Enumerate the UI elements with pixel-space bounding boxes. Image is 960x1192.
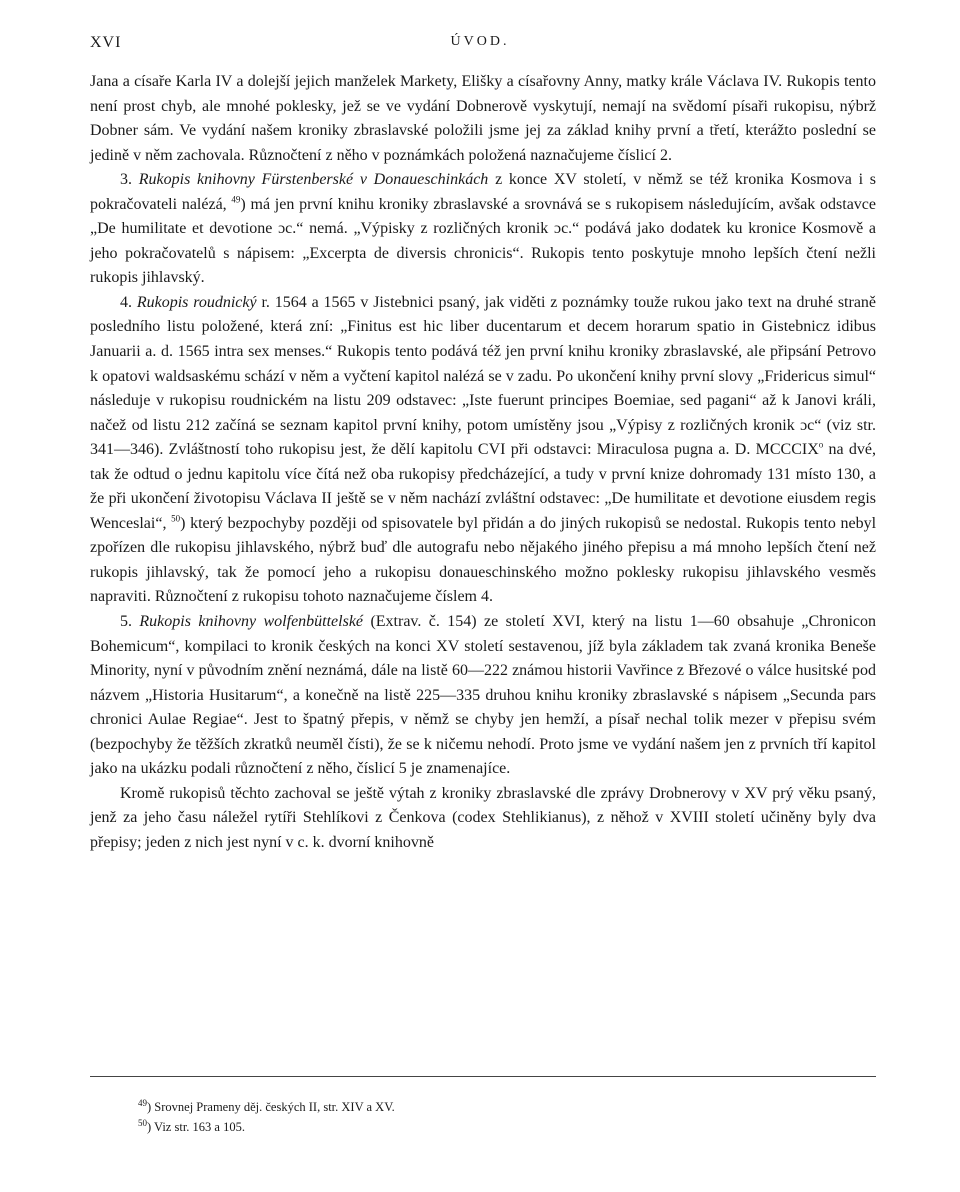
paragraph-text: na dvé, tak že odtud o jednu kapitolu více čítá než oba rukopisy předcházející, a tudy v první knize dohromady 131 místo 130, a že při ukončení životopisu Václava II ještě se v něm nachází zvláštní odstavec: „De humilitate et devotione eiusdem regis Wenceslai“, [90,441,877,532]
running-title: ÚVOD. [450,34,510,49]
paragraph-text: z konce XV století, v němž se též kronika Kosmova i s pokračovateli nalézá, [90,171,877,213]
manuscript-title: Rukopis roudnický [136,293,257,311]
paragraph-closing: Kromě rukopisů těchto zachoval se ještě výtah z kroniky zbraslavské dle zprávy Drobnerovy v XV prý věku psaný, jenž za jeho času náležel rytíři Stehlíkovi z Čenkova (codex Stehlikianus), z něhož v XVIII století učiněny byly dva přepisy; jeden z nich jest nyní v c. k. dvorní knihovně [90,784,876,851]
paragraph-manuscript-4 [90,291,876,610]
item-number: 5. [120,613,132,631]
footnote-number: 50 [138,1117,147,1128]
manuscript-title: Rukopis knihovny wolfenbüttelské [139,613,364,631]
paragraph-text: (Extrav. č. 154) ze století XVI, který na listu 1—60 obsahuje „Chronicon Bohemicum“, kompilaci to kronik českých na konci XV století sestavenou, jíž byla základem tak zvaná kronika Beneše Minority, nyní v původním znění neznámá, dále na listě 60—222 známou historii Vavřince z Březové o válce husitské pod názvem „Historia Husitarum“, a konečně na listě 225—335 druhou knihu kroniky zbraslavské s nápisem „Secunda pars chronici Aulae Regiae“. Jest to špatný přepis, v němž se chyby jen hemží, a písař nechal tolik mezer v přepisu svém (bezpochyby že těžších zkratků neuměl čísti), že se k ničemu nehodí. Proto jsme ve vydání našem jen z prvních tří kapitol jako na ukázku podali různočtení z něho, číslicí 5 je znamenajíce. [90,613,877,778]
manuscript-title: Rukopis knihovny Fürstenberské v Donaueschinkách [138,171,489,189]
paragraph-text: ) má jen první knihu kroniky zbraslavské a srovnává se s rukopisem následujícím, avšak odstavce „De humilitate et devotione ɔc.“ nemá. „Výpisky z rozličných kronik ɔc.“ podává jako dodatek ku kronice Kosmově a jeho pokračovatelů s nápisem: „Excerpta de diversis chronicis“. Rukopis tento poskytuje mnoho lepších čtení nežli rukopis jihlavský. [90,195,877,287]
footnote-number: 49 [138,1097,147,1108]
page-header [90,34,870,58]
footnotes [138,1097,838,1137]
paragraph-text: r. 1564 a 1565 v Jistebnici psaný, jak viděti z poznámky touže rukou jako text na druhé straně posledního listu položené, která zní: „Finitus est hic liber ducentarum et decem horarum spatio in Gistebnicz idibus Januarii a. d. 1565 intra sex menses.“ Rukopis tento podává též jen první knihu kroniky zbraslavské, ale připsání Petrovo k opatovi waldsaskému schází v něm a vyčtení kapitol nalézá se v zadu. Po ukončení knihy první slovy „Fridericus simul“ následuje v rukopisu roudnickém na listu 209 odstavec: „Iste fuerunt principes Boemiae, sed pagani“ až k Janovi králi, načež od listu 212 začíná se seznam kapitol první knihy, potom umístěny jsou „Výpisy z rozličných kronik ɔc“ (viz str. 341—346). Zvláštností toho rukopisu jest, že dělí kapitolu CVI při odstavci: Miraculosa pugna a. D. MCCCIX [90,293,877,459]
body-text [90,70,876,856]
paragraph-continuation: Jana a císaře Karla IV a dolejší jejich manželek Markety, Elišky a císařovny Anny, matky krále Václava IV. Rukopis tento není prost chyb, ale mnohé poklesky, jež se ve vydání Dobnerově vyskytují, nemají na svědomí písaři rukopisu, nýbrž Dobner sám. Ve vydání našem kroniky zbraslavské položili jsme jej za základ knihy první a třetí, kterážto poslední se jedině v něm zachovala. Různočtení z něho v poznámkách položená naznačujeme číslicí 2. [90,73,876,164]
paragraph-text: ) který bezpochyby později od spisovatele byl přidán a do jiných rukopisů se nedostal. Rukopis tento nebyl zpořízen dle rukopisu jihlavského, nýbrž buď dle autografu nebo nějakého jiného přepisu a má mnoho lepších čtení než rukopis jihlavský, tak že pomocí jeho a rukopisu donaueschinského možno poklesky rukopisu jihlavského vesměs napraviti. Různočtení z rukopisu tohoto naznačujeme číslem 4. [90,514,877,606]
footnote-ref: 50 [171,513,181,524]
paragraph-manuscript-3 [90,168,876,291]
footnote [138,1117,838,1137]
footnote-ref: 49 [231,194,241,205]
degree-superscript: o [818,439,824,450]
item-number: 3. [120,171,132,189]
footnote [138,1097,838,1117]
paragraph-manuscript-5 [90,610,876,782]
footnote-text: ) Viz str. 163 a 105. [147,1120,245,1134]
page-number: XVI [90,34,122,51]
footnote-divider [90,1076,876,1077]
footnote-text: ) Srovnej Prameny děj. českých II, str. XIV a XV. [147,1100,395,1114]
item-number: 4. [120,293,132,311]
